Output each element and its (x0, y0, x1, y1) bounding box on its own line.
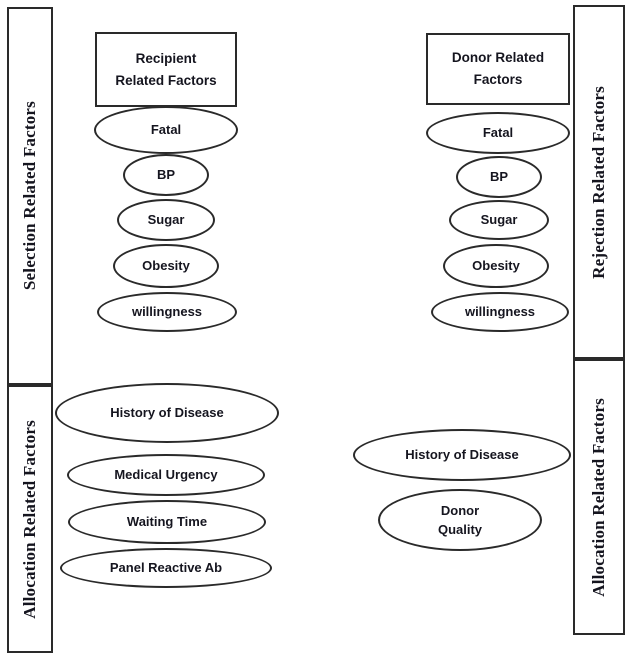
recipient-header-line1: Recipient (135, 50, 197, 66)
ellipse-donor-quality (378, 489, 542, 551)
donor-header-line2: Factors (473, 72, 523, 87)
donor-related-factors-box (426, 33, 570, 105)
rejection-related-factors-label: Rejection Related Factors (589, 85, 608, 279)
ellipse-recipient-obesity (113, 244, 219, 288)
donor-quality-label-line1: Donor (440, 502, 480, 518)
ellipse-recipient-bp (123, 154, 209, 196)
recipient-history-of-disease-label: History of Disease (110, 405, 224, 421)
donor-willingness-label: willingness (464, 304, 536, 320)
ellipse-recipient-medical-urgency (67, 454, 265, 496)
allocation-related-factors-bar-right (573, 359, 625, 635)
ellipse-recipient-fatal (94, 106, 238, 154)
donor-history-of-disease-label: History of Disease (405, 447, 519, 463)
recipient-willingness-label: willingness (131, 304, 203, 320)
rejection-related-factors-bar (573, 5, 625, 359)
allocation-related-factors-label-left: Allocation Related Factors (20, 419, 39, 619)
recipient-sugar-label: Sugar (147, 212, 185, 228)
donor-quality-label-line2: Quality (437, 522, 483, 537)
ellipse-donor-obesity (443, 244, 549, 288)
donor-fatal-label: Fatal (482, 125, 514, 141)
ellipse-donor-sugar (449, 200, 549, 240)
ellipse-donor-bp (456, 156, 542, 198)
recipient-related-factors-box (95, 32, 237, 107)
ellipse-donor-willingness (431, 292, 569, 332)
recipient-header-line2: Related Factors (115, 72, 217, 88)
donor-obesity-label: Obesity (472, 258, 520, 274)
ellipse-recipient-sugar (117, 199, 215, 241)
selection-related-factors-label: Selection Related Factors (20, 101, 39, 291)
recipient-medical-urgency-label: Medical Urgency (114, 467, 218, 483)
recipient-panel-reactive-ab-label: Panel Reactive Ab (109, 560, 223, 576)
recipient-bp-label: BP (156, 167, 176, 183)
donor-bp-label: BP (489, 169, 509, 185)
donor-header-line1: Donor Related (451, 50, 545, 66)
ellipse-recipient-history-of-disease (55, 383, 279, 443)
donor-sugar-label: Sugar (480, 212, 518, 228)
recipient-obesity-label: Obesity (142, 258, 190, 274)
ellipse-donor-fatal (426, 112, 570, 154)
allocation-related-factors-label-right: Allocation Related Factors (589, 397, 608, 597)
ellipse-recipient-willingness (97, 292, 237, 332)
selection-related-factors-bar (7, 7, 53, 385)
ellipse-recipient-waiting-time (68, 500, 266, 544)
recipient-fatal-label: Fatal (150, 122, 182, 138)
ellipse-recipient-panel-reactive-ab (60, 548, 272, 588)
allocation-related-factors-bar-left (7, 385, 53, 653)
ellipse-donor-history-of-disease (353, 429, 571, 481)
recipient-waiting-time-label: Waiting Time (126, 514, 208, 530)
